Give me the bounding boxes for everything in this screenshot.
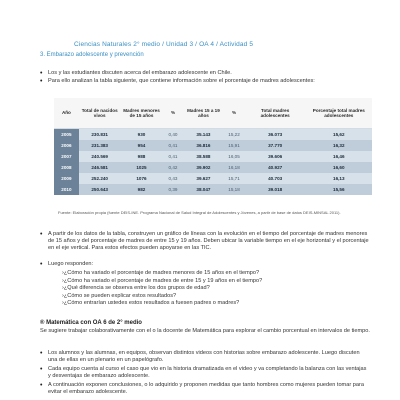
intro-bullet: • Los y las estudiantes discuten acerca del embarazo adolescente en Chile. [48,70,370,77]
table-cell: 250.643 [79,184,121,195]
adolescent-mothers-table [54,98,372,195]
column-header: % [162,98,183,129]
table-cell: 39.018 [245,184,306,195]
question-list [62,270,362,308]
table-cell: 15,91 [223,140,244,151]
table-cell: 2006 [54,140,79,151]
table-cell: 15,56 [306,184,372,195]
table-row [54,173,372,184]
table-cell: 16,05 [223,151,244,162]
table-cell: 39.606 [245,151,306,162]
table-cell: 0,41 [162,151,183,162]
table-cell: 230.831 [79,129,121,141]
table-source: Fuente: Elaboración propia (fuente DEIS-INE. Programa Nacional de Salud Integral de Adolescentes y Jóvenes, a partir de base de datos DEIS-MINSAL 2011). [58,210,341,215]
table-cell: 37.770 [245,140,306,151]
table-cell: 0,42 [162,162,183,173]
table-cell: 16,18 [223,162,244,173]
table-cell: 16,32 [306,140,372,151]
table-cell: 0,39 [162,184,183,195]
table-cell: 38.047 [184,184,224,195]
column-header: Total madres adolescentes [245,98,306,129]
activity-bullet: • Luego responden: [48,261,370,268]
table-cell: 40.927 [245,162,306,173]
table-row [54,162,372,173]
table-cell: 39.627 [184,173,224,184]
table-cell: 36.073 [245,129,306,141]
page-title: Ciencias Naturales 2° medio / Unidad 3 / OA 4 / Actividad 5 [74,41,254,48]
table-cell: 40.703 [245,173,306,184]
table-cell: 2009 [54,173,79,184]
table-cell: 246.581 [79,162,121,173]
table-cell: 15,22 [223,129,244,141]
table-cell: 2008 [54,162,79,173]
table-cell: 0,43 [162,173,183,184]
table-cell: 0,40 [162,129,183,141]
question-item: ›¿Cómo se pueden explicar estos resultados? [62,292,177,299]
question-item: ›¿Cómo entrarían ustedes estos resultados a fuesen padres o madres? [62,300,240,307]
table-cell: 16,46 [306,151,372,162]
table-cell: 988 [121,151,163,162]
column-header: Madres menores de 15 años [121,98,163,129]
table-cell: 1076 [121,173,163,184]
math-section-text: Se sugiere trabajar colaborativamente con el o la docente de Matemática para explorar el cambio porcentual en intervalos de tiempo. [40,328,370,334]
table-row [54,151,372,162]
closing-bullet: • Los alumnos y las alumnas, en equipos, observan distintos videos con historias sobre embarazo adolescente. Luego discuten una de ellas en un plenario en un papelógrafo. [48,350,370,364]
table-cell: 15,71 [223,173,244,184]
intro-bullet: • Para ello analizan la tabla siguiente, que contiene información sobre el porcentaje de madres adolescentes: [48,78,370,85]
table-cell: 930 [121,129,163,141]
table-cell: 1025 [121,162,163,173]
section-subtitle: 3. Embarazo adolescente y prevención [40,52,144,58]
column-header: Porcentaje total madres adolescentes [306,98,372,129]
table-row [54,184,372,195]
activity-bullet: • A partir de los datos de la tabla, construyen un gráfico de líneas con la evolución en el tiempo del porcentaje de madres menores de 15 años y del porcentaje de madres de entre 15 y 19 años. Deben ubicar la variable tiempo en el eje horizontal y el porcentaje en el eje vertical. Para estos efectos pueden apoyarse en las TIC. [48,231,370,253]
table-cell: 16,13 [306,173,372,184]
math-section-heading: ® Matemática con OA 6 de 2° medio [40,320,142,326]
question-item: ›¿Qué diferencia se observa entre los dos grupos de edad? [62,285,210,292]
closing-bullet: • A continuación exponen conclusiones, o lo adquirido y proponen medidas que tanto hombres como mujeres pueden tomar para evitar el embarazo adolescente. [48,382,370,396]
table-cell: 2010 [54,184,79,195]
table-row [54,140,372,151]
table-cell: 0,41 [162,140,183,151]
table-cell: 16,60 [306,162,372,173]
table-cell: 15,62 [306,129,372,141]
table-cell: 231.383 [79,140,121,151]
table-cell: 240.569 [79,151,121,162]
table-cell: 252.240 [79,173,121,184]
table-cell: 36.816 [184,140,224,151]
column-header: % [223,98,244,129]
table-header-row [54,98,372,129]
table-cell: 2007 [54,151,79,162]
table-cell: 954 [121,140,163,151]
question-item: ›¿Cómo ha variado el porcentaje de madres de entre 15 y 19 años en el tiempo? [62,277,263,284]
table-row [54,129,372,141]
table-cell: 35.143 [184,129,224,141]
table-cell: 15,18 [223,184,244,195]
closing-bullet: • Cada equipo cuenta al curso el caso que vio en la historia dramatizada en el video y va completando la balanza con las ventajas y desventajas de embarazo adolescente. [48,366,370,380]
question-item: ›¿Cómo ha variado el porcentaje de madres menores de 15 años en el tiempo? [62,270,260,276]
column-header: Año [54,98,79,129]
column-header: Madres 15 a 19 años [184,98,224,129]
table-cell: 2005 [54,129,79,141]
column-header: Total de nacidos vivos [79,98,121,129]
table-cell: 39.902 [184,162,224,173]
table-cell: 982 [121,184,163,195]
table-cell: 38.588 [184,151,224,162]
